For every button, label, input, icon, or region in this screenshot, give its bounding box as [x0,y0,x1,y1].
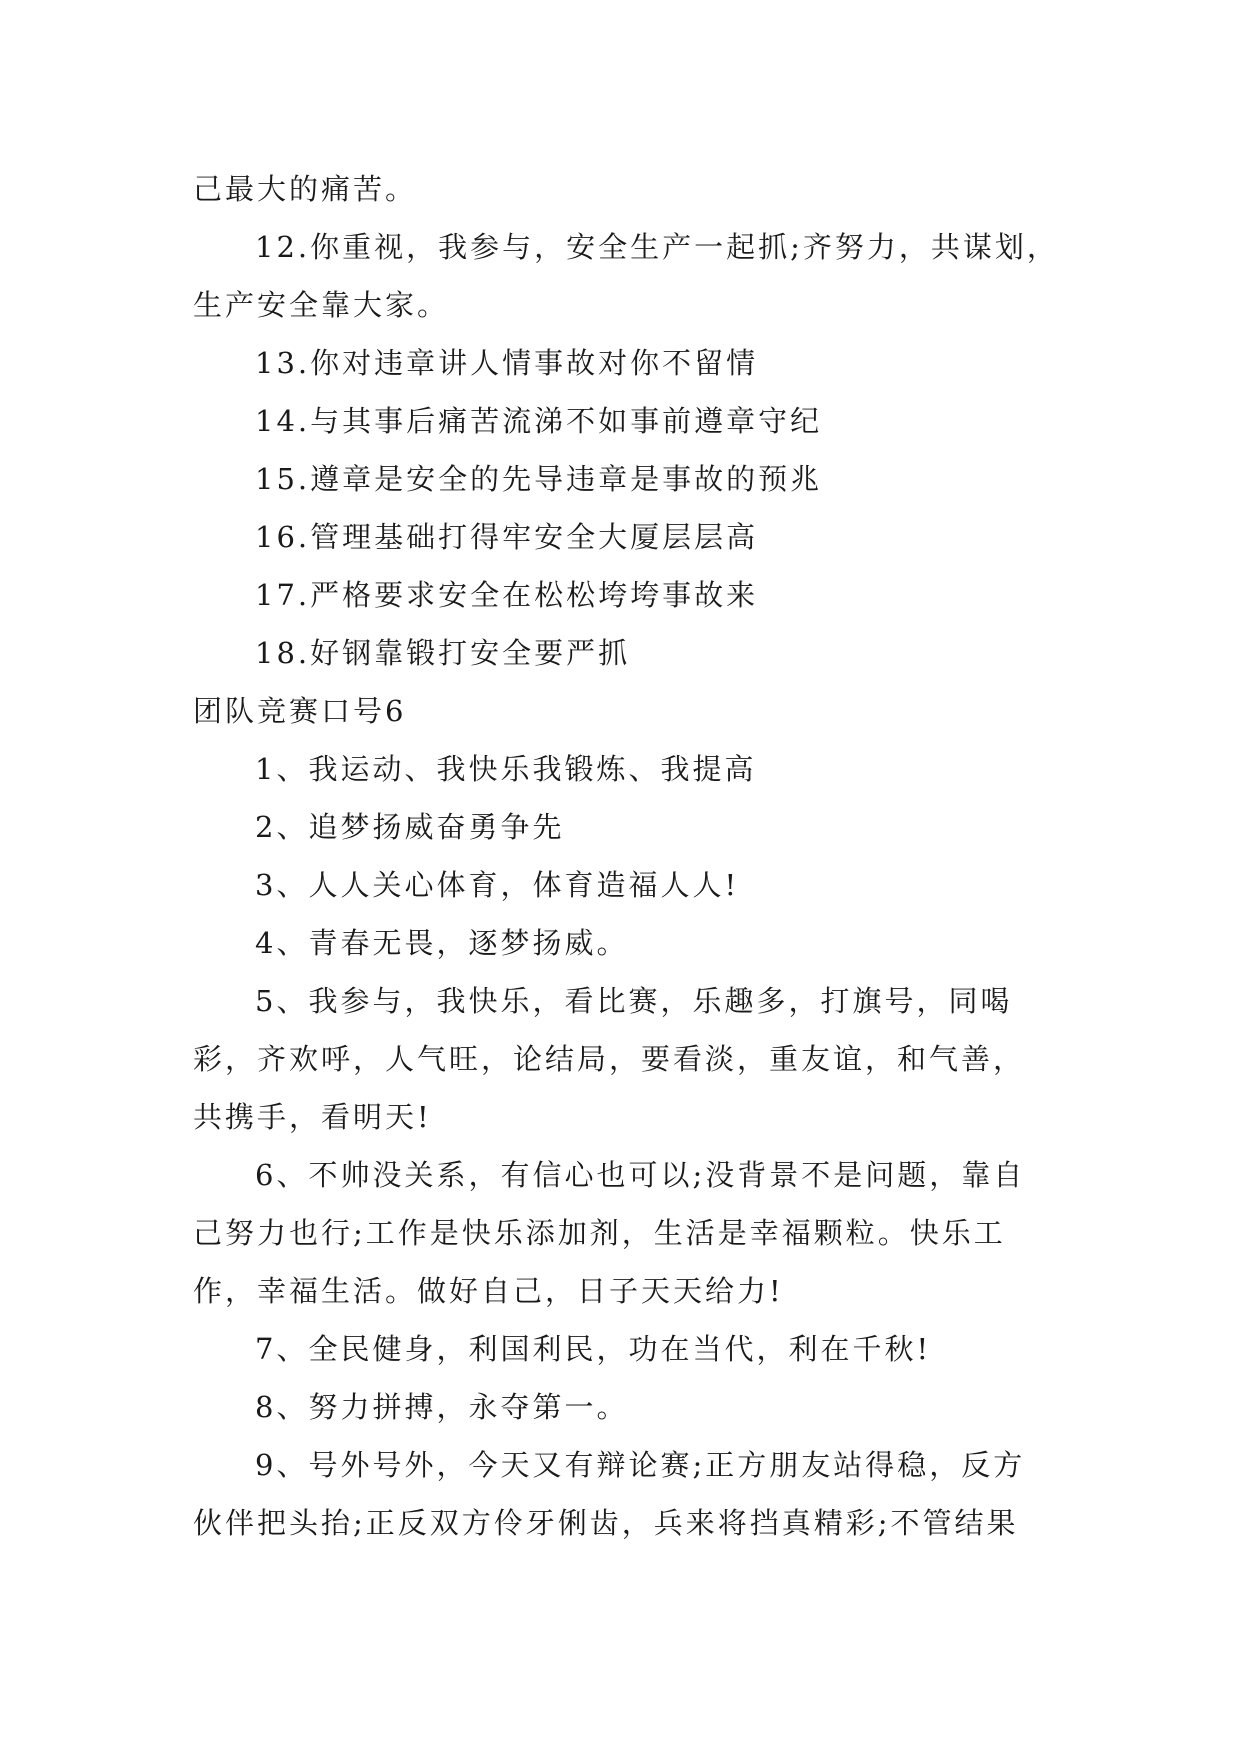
text-line: 8、努力拼搏，永夺第一。 [255,1390,629,1424]
text-line: 4、青春无畏，逐梦扬威。 [255,926,629,960]
text-line: 7、全民健身，利国利民，功在当代，利在千秋! [255,1332,932,1366]
text-line: 13.你对违章讲人情事故对你不留情 [255,346,759,380]
text-line: 9、号外号外，今天又有辩论赛;正方朋友站得稳，反方 [255,1448,1026,1482]
text-line: 18.好钢靠锻打安全要严抓 [255,636,631,670]
text-line: 6、不帅没关系，有信心也可以;没背景不是问题，靠自 [255,1158,1026,1192]
document-body [193,160,1073,1552]
text-line: 生产安全靠大家。 [193,288,450,322]
text-line: 14.与其事后痛苦流涕不如事前遵章守纪 [255,404,823,438]
text-line: 15.遵章是安全的先导违章是事故的预兆 [255,462,823,496]
text-line: 己最大的痛苦。 [193,172,418,206]
text-line: 12.你重视，我参与，安全生产一起抓;齐努力，共谋划， [255,230,1059,264]
text-line: 16.管理基础打得牢安全大厦层层高 [255,520,759,554]
text-line: 2、追梦扬威奋勇争先 [255,810,565,844]
text-line: 己努力也行;工作是快乐添加剂，生活是幸福颗粒。快乐工 [193,1216,1006,1250]
section-heading: 团队竞赛口号6 [193,694,407,728]
text-line: 17.严格要求安全在松松垮垮事故来 [255,578,759,612]
text-line: 3、人人关心体育，体育造福人人! [255,868,740,902]
text-line: 1、我运动、我快乐我锻炼、我提高 [255,752,757,786]
text-line: 彩，齐欢呼，人气旺，论结局，要看淡，重友谊，和气善， [193,1042,1026,1076]
text-line: 5、我参与，我快乐，看比赛，乐趣多，打旗号，同喝 [255,984,1013,1018]
text-line: 伙伴把头抬;正反双方伶牙俐齿，兵来将挡真精彩;不管结果 [193,1506,1019,1540]
text-line: 作，幸福生活。做好自己，日子天天给力! [193,1274,784,1308]
text-line: 共携手，看明天! [193,1100,432,1134]
